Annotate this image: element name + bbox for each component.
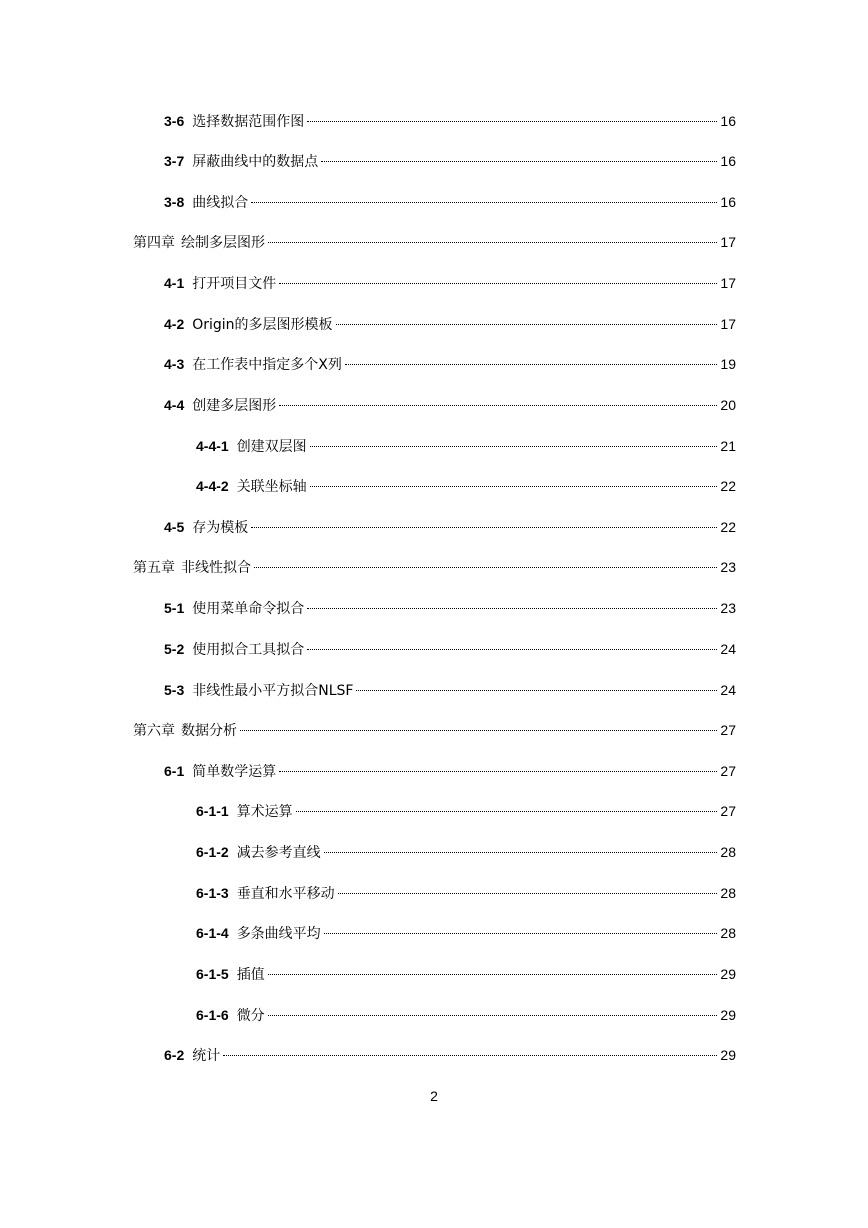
toc-leader (296, 811, 718, 812)
toc-entry-number: 3-8 (164, 194, 185, 210)
toc-leader (307, 649, 717, 650)
toc-entry[interactable] (164, 353, 736, 375)
toc-leader (307, 608, 717, 609)
toc-entry-number: 第五章 (133, 560, 175, 576)
toc-entry[interactable] (164, 110, 736, 132)
toc-entry-page: 29 (720, 1007, 736, 1023)
toc-entry-number: 4-4 (164, 397, 185, 413)
toc-entry-page: 17 (720, 275, 736, 291)
toc-leader (324, 933, 718, 934)
toc-entry[interactable] (164, 760, 736, 782)
toc-entry-title: Origin的多层图形模板 (192, 317, 333, 333)
toc-entry-number: 6-1-6 (196, 1007, 229, 1023)
toc-leader (307, 121, 717, 122)
toc-entry-number: 第四章 (133, 235, 175, 251)
toc-entry[interactable] (196, 841, 736, 863)
toc-entry-page: 27 (720, 763, 736, 779)
toc-leader (321, 161, 717, 162)
toc-entry-page: 16 (720, 194, 736, 210)
toc-leader (310, 446, 718, 447)
toc-leader (240, 730, 717, 731)
toc-leader (251, 527, 717, 528)
toc-entry-title: 在工作表中指定多个X列 (192, 357, 342, 373)
toc-entry-number: 5-2 (164, 641, 185, 657)
toc-leader (279, 405, 717, 406)
toc-entry-title: 曲线拟合 (192, 195, 249, 211)
toc-entry[interactable] (164, 313, 736, 335)
toc-entry-number: 第六章 (133, 723, 175, 739)
toc-entry-title: 多条曲线平均 (236, 926, 321, 942)
toc-entry-number: 6-1-3 (196, 885, 229, 901)
toc-entry-title: 统计 (192, 1048, 221, 1064)
toc-leader (345, 364, 718, 365)
toc-entry[interactable] (164, 394, 736, 416)
toc-entry-title: 减去参考直线 (236, 845, 321, 861)
toc-entry-number: 3-7 (164, 153, 185, 169)
toc-leader (254, 567, 717, 568)
toc-entry-page: 28 (720, 885, 736, 901)
toc-entry-title: 绘制多层图形 (181, 235, 265, 251)
toc-entry-number: 4-4-2 (196, 478, 229, 494)
toc-entry[interactable] (164, 679, 736, 701)
toc-entry[interactable] (196, 882, 736, 904)
toc-leader (223, 1055, 717, 1056)
toc-entry-title: 微分 (236, 1008, 265, 1024)
toc-leader (279, 283, 717, 284)
toc-chapter-entry[interactable] (133, 556, 736, 578)
toc-leader (324, 852, 718, 853)
toc-entry-page: 21 (720, 438, 736, 454)
toc-leader (336, 324, 718, 325)
toc-entry-number: 4-1 (164, 275, 185, 291)
toc-entry-page: 22 (720, 519, 736, 535)
toc-entry-title: 垂直和水平移动 (236, 886, 335, 902)
toc-entry[interactable] (164, 1044, 736, 1066)
toc-entry-title: 创建多层图形 (192, 398, 277, 414)
toc-leader (268, 242, 717, 243)
toc-entry-page: 16 (720, 153, 736, 169)
toc-entry-page: 29 (720, 966, 736, 982)
toc-chapter-entry[interactable] (133, 719, 736, 741)
toc-entry-page: 16 (720, 113, 736, 129)
toc-entry-page: 27 (720, 803, 736, 819)
toc-entry-page: 23 (720, 600, 736, 616)
toc-entry-title: 打开项目文件 (192, 276, 277, 292)
toc-entry-number: 6-2 (164, 1047, 185, 1063)
toc-entry-page: 28 (720, 925, 736, 941)
toc-entry[interactable] (164, 638, 736, 660)
toc-entry-number: 4-4-1 (196, 438, 229, 454)
toc-entry-title: 选择数据范围作图 (192, 114, 305, 130)
toc-entry-title: 使用菜单命令拟合 (192, 601, 305, 617)
toc-leader (268, 974, 718, 975)
toc-entry[interactable] (164, 516, 736, 538)
toc-entry-page: 24 (720, 641, 736, 657)
toc-entry-number: 6-1-1 (196, 803, 229, 819)
page-number: 2 (430, 1088, 438, 1104)
toc-entry-title: 屏蔽曲线中的数据点 (192, 154, 319, 170)
toc-entry-title: 非线性最小平方拟合NLSF (192, 683, 354, 699)
toc-entry-number: 4-5 (164, 519, 185, 535)
toc-entry[interactable] (196, 435, 736, 457)
toc-leader (251, 202, 717, 203)
toc-entry[interactable] (196, 800, 736, 822)
toc-entry-number: 3-6 (164, 113, 185, 129)
toc-entry-number: 4-3 (164, 356, 185, 372)
toc-chapter-entry[interactable] (133, 231, 736, 253)
toc-entry-page: 17 (720, 234, 736, 250)
toc-entry-page: 28 (720, 844, 736, 860)
toc-leader (310, 486, 718, 487)
toc-entry-number: 5-3 (164, 682, 185, 698)
toc-entry-number: 5-1 (164, 600, 185, 616)
toc-entry-number: 6-1-4 (196, 925, 229, 941)
toc-entry-page: 20 (720, 397, 736, 413)
toc-entry-title: 非线性拟合 (181, 560, 251, 576)
toc-entry-number: 6-1-5 (196, 966, 229, 982)
toc-entry-page: 23 (720, 559, 736, 575)
toc-entry[interactable] (164, 191, 736, 213)
toc-entry-number: 4-2 (164, 316, 185, 332)
toc-entry-number: 6-1-2 (196, 844, 229, 860)
toc-entry[interactable] (196, 1004, 736, 1026)
toc-entry-page: 19 (720, 356, 736, 372)
toc-entry[interactable] (196, 475, 736, 497)
toc-entry[interactable] (164, 272, 736, 294)
toc-entry[interactable] (164, 597, 736, 619)
toc-leader (268, 1015, 718, 1016)
toc-entry-title: 创建双层图 (236, 439, 307, 455)
toc-entry-page: 29 (720, 1047, 736, 1063)
toc-entry-page: 27 (720, 722, 736, 738)
toc-leader (338, 893, 718, 894)
toc-entry-number: 6-1 (164, 763, 185, 779)
toc-entry-title: 关联坐标轴 (236, 479, 307, 495)
toc-entry-page: 22 (720, 478, 736, 494)
toc-entry[interactable] (196, 922, 736, 944)
toc-entry-title: 算术运算 (236, 804, 293, 820)
toc-entry-title: 简单数学运算 (192, 764, 277, 780)
toc-entry[interactable] (196, 963, 736, 985)
toc-entry-page: 24 (720, 682, 736, 698)
toc-entry-title: 数据分析 (181, 723, 237, 739)
toc-leader (356, 690, 717, 691)
toc-entry[interactable] (164, 150, 736, 172)
toc-entry-title: 使用拟合工具拟合 (192, 642, 305, 658)
toc-entry-title: 存为模板 (192, 520, 249, 536)
toc-leader (279, 771, 717, 772)
toc-entry-page: 17 (720, 316, 736, 332)
toc-entry-title: 插值 (236, 967, 265, 983)
